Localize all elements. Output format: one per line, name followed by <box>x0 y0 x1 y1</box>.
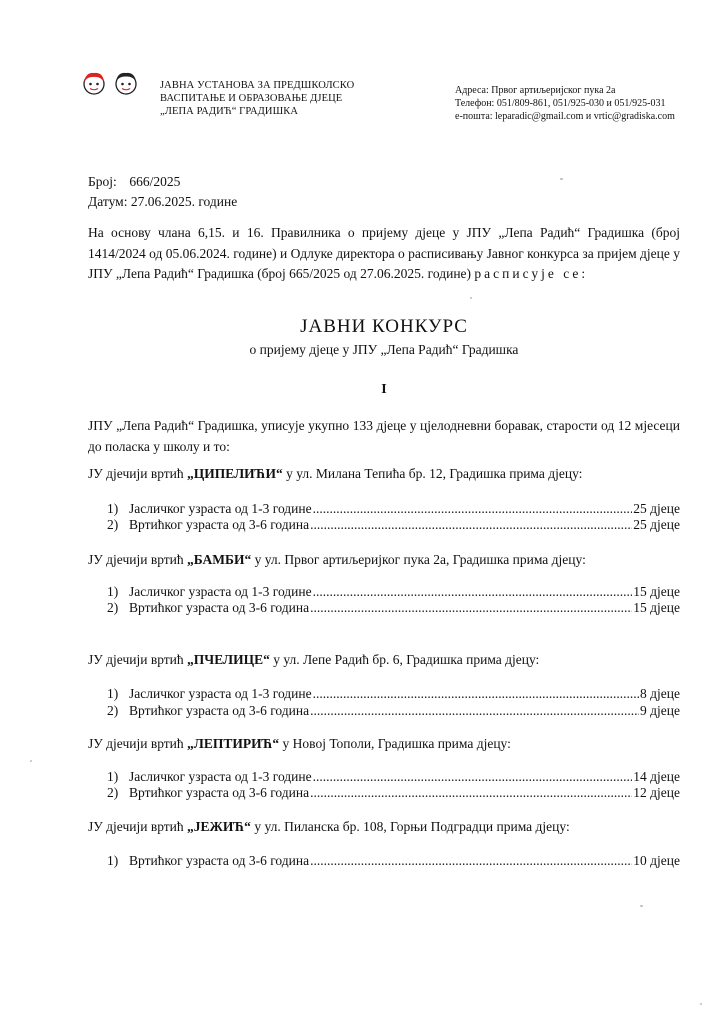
leader-dots <box>310 516 632 534</box>
address-line: Адреса: Првог артиљеријског пука 2а <box>455 85 616 96</box>
item-text: Јасличког узраста од 1-3 године <box>129 501 312 516</box>
item-number: 1) <box>107 853 119 868</box>
intro-announce: расписује се: <box>474 266 589 281</box>
item-text: Вртићког узраста од 3-6 година <box>129 785 310 800</box>
item-number: 2) <box>107 517 119 532</box>
number-value: 666/2025 <box>129 174 181 189</box>
item-number: 2) <box>107 600 119 615</box>
kindergarten-address: у ул. Првог артиљеријког пука 2а, Градишка прима дјецу: <box>251 552 586 567</box>
item-text: Вртићког узраста од 3-6 година <box>129 517 310 532</box>
scan-speck <box>30 760 32 762</box>
intro-text: На основу члана 6,15. и 16. Правилника о пријему дјеце у ЈПУ „Лепа Радић“ Градишка (број 1414/2024 од 05.06.2024. године) и Одлуке директора о расписивању Јавног конкурса за пријем дјеце у ЈПУ „Лепа Радић“ Градишка (број 665/2025 од 27.06.2025. године) <box>88 225 680 281</box>
scan-speck <box>700 1003 702 1005</box>
item-text: Вртићког узраста од 3-6 година <box>129 600 310 615</box>
kindergarten-prefix: ЈУ дјечији вртић <box>88 552 188 567</box>
intro-paragraph <box>88 223 680 285</box>
list-item <box>107 702 680 720</box>
scan-speck <box>560 178 563 180</box>
kindergarten-heading <box>88 817 680 837</box>
item-count: 15 дјеце <box>633 600 680 615</box>
number-label: Број: <box>88 174 117 189</box>
kindergarten-address: у ул. Милана Тепића бр. 12, Градишка прима дјецу: <box>282 466 583 481</box>
scan-speck <box>640 905 643 907</box>
item-count: 12 дјеце <box>633 785 680 800</box>
kindergarten-address: у ул. Лепе Радић бр. 6, Градишка прима дјецу: <box>269 652 540 667</box>
phone-line: Телефон: 051/809-861, 051/925-030 и 051/925-031 <box>455 98 666 109</box>
item-number: 1) <box>107 769 119 784</box>
kindergarten-name: „ЛЕПТИРИЋ“ <box>187 736 280 751</box>
leader-dots <box>313 685 639 703</box>
kindergarten-heading <box>88 464 680 484</box>
document-title: ЈАВНИ КОНКУРС <box>300 316 468 337</box>
section-number: I <box>381 382 387 397</box>
item-text: Јасличког узраста од 1-3 године <box>129 686 312 701</box>
item-text: Вртићког узраста од 3-6 година <box>129 703 310 718</box>
kindergarten-name: „ЦИПЕЛИЋИ“ <box>187 466 283 481</box>
leader-dots <box>310 852 632 870</box>
leader-dots <box>310 702 639 720</box>
item-number: 2) <box>107 703 119 718</box>
item-count: 10 дјеце <box>633 853 680 868</box>
enrollment-paragraph: ЈПУ „Лепа Радић“ Градишка, уписује укупно 133 дјеце у цјелодневни боравак, старости од 12 мјесеци до поласка у школу и то: <box>88 418 680 454</box>
kindergarten-name: „БАМБИ“ <box>187 552 252 567</box>
contact-info <box>455 84 675 123</box>
kindergarten-prefix: ЈУ дјечији вртић <box>88 652 188 667</box>
reference-block <box>88 172 237 212</box>
kindergarten-heading <box>88 734 680 754</box>
kindergarten-address: у Новој Тополи, Градишка прима дјецу: <box>279 736 511 751</box>
org-line: ЈАВНА УСТАНОВА ЗА ПРЕДШКОЛСКО <box>160 80 355 91</box>
item-number: 1) <box>107 584 119 599</box>
list-item <box>107 685 680 703</box>
item-count: 25 дјеце <box>633 501 680 516</box>
item-count: 8 дјеце <box>640 686 680 701</box>
item-text: Јасличког узраста од 1-3 године <box>129 769 312 784</box>
item-count: 14 дјеце <box>633 769 680 784</box>
leader-dots <box>310 599 632 617</box>
kindergarten-name: „ПЧЕЛИЦЕ“ <box>187 652 270 667</box>
kindergarten-prefix: ЈУ дјечији вртић <box>88 466 188 481</box>
leader-dots <box>310 784 632 802</box>
document-subtitle: о пријему дјеце у ЈПУ „Лепа Радић“ Градишка <box>249 342 519 357</box>
kindergarten-name: „ЈЕЖИЋ“ <box>187 819 251 834</box>
scan-speck <box>470 297 472 299</box>
institution-name <box>160 79 354 118</box>
item-text: Јасличког узраста од 1-3 године <box>129 584 312 599</box>
email-line: е-пошта: leparadic@gmail.com и vrtic@gradiska.com <box>455 111 675 122</box>
kindergarten-prefix: ЈУ дјечији вртић <box>88 819 188 834</box>
kindergarten-address: у ул. Пиланска бр. 108, Горњи Подградци прима дјецу: <box>250 819 570 834</box>
list-item <box>107 784 680 802</box>
org-line: ВАСПИТАЊЕ И ОБРАЗОВАЊЕ ДЈЕЦЕ <box>160 93 343 104</box>
item-count: 15 дјеце <box>633 584 680 599</box>
item-number: 1) <box>107 501 119 516</box>
org-line: „ЛЕПА РАДИЋ“ ГРАДИШКА <box>160 106 299 117</box>
item-count: 25 дјеце <box>633 517 680 532</box>
item-number: 2) <box>107 785 119 800</box>
list-item <box>107 599 680 617</box>
list-item <box>107 852 680 870</box>
list-item <box>107 516 680 534</box>
item-text: Вртићког узраста од 3-6 година <box>129 853 310 868</box>
item-number: 1) <box>107 686 119 701</box>
kids-logo-icon <box>76 66 146 100</box>
kindergarten-heading <box>88 550 680 570</box>
date-line: Датум: 27.06.2025. године <box>88 194 238 209</box>
kindergarten-heading <box>88 650 680 670</box>
item-count: 9 дјеце <box>640 703 680 718</box>
kindergarten-prefix: ЈУ дјечији вртић <box>88 736 188 751</box>
